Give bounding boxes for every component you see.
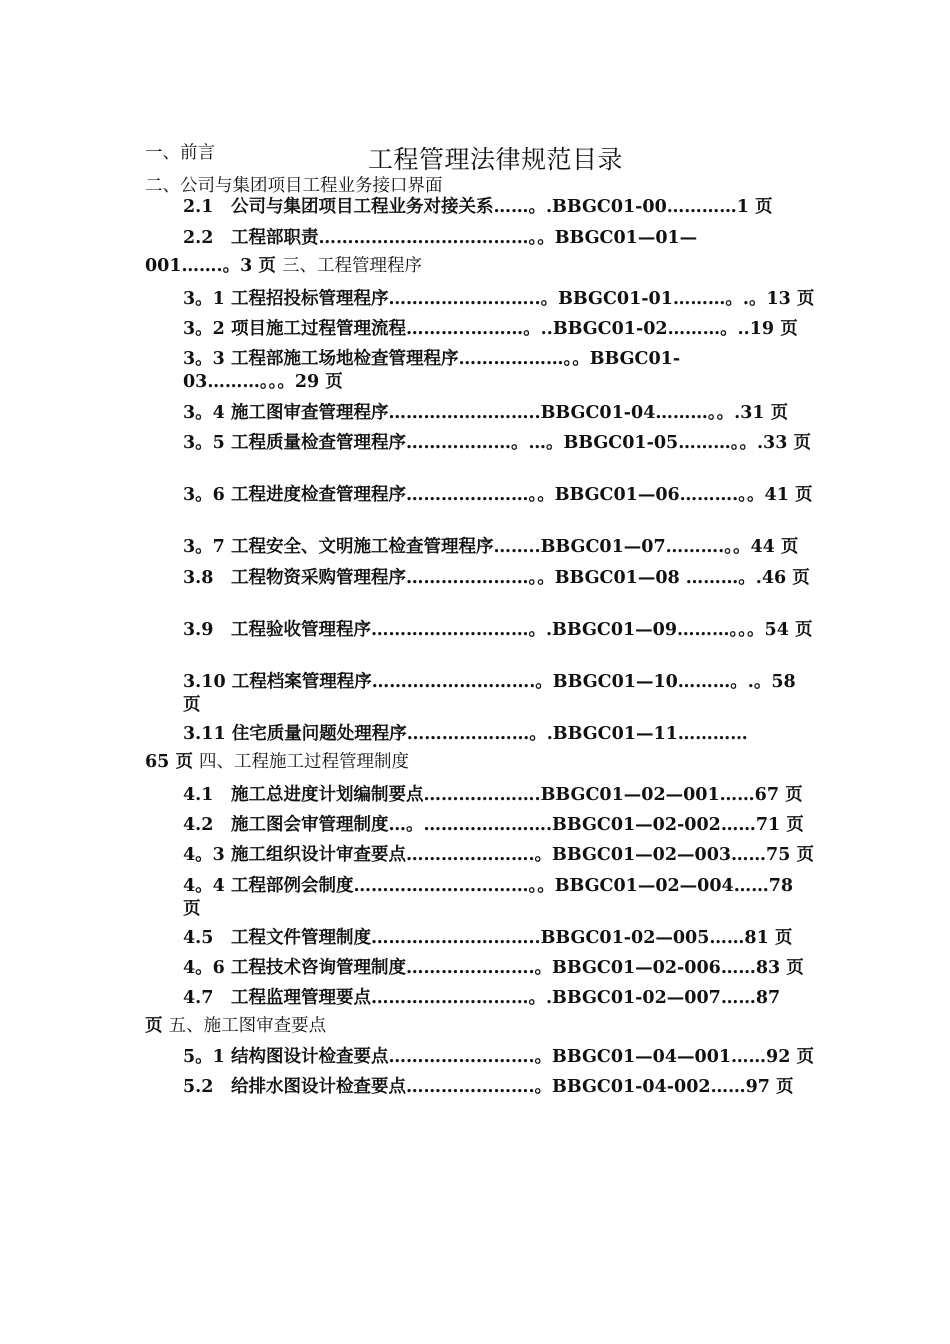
toc-entry-3-10: 3.10 工程档案管理程序……………………….。BBGC01—10………。.。58 页: [183, 672, 796, 715]
toc-entry-2-1: 2.1 公司与集团项目工程业务对接关系……。.BBGC01-00…………1 页: [183, 197, 773, 217]
toc-section-3: 三、工程管理程序: [281, 256, 422, 276]
toc-entry-2-2: 2.2 工程部职责………………………………。。BBGC01—01—: [183, 228, 698, 248]
toc-entry-continuation-2: [145, 751, 409, 774]
toc-entry-3-5: 3。5 工程质量检查管理程序………………。…。BBGC01-05………。。.33 页: [183, 433, 811, 453]
toc-entry-4-5: 4.5 工程文件管理制度………………………..BBGC01-02—005……81 页: [183, 928, 793, 948]
toc-entry-3-1: 3。1 工程招投标管理程序……………………..。BBGC01-01………。.。13 页: [183, 289, 815, 309]
toc-entry-3-11-page: 65 页: [145, 752, 200, 772]
toc-entry-2-2-page: 001…….。3 页: [145, 256, 282, 276]
toc-entry-4-6: 4。6 工程技术咨询管理制度………………….。BBGC01—02-006……83 页: [183, 958, 804, 978]
toc-entry-3-11: 3.11 住宅质量问题处理程序…………………。.BBGC01—11…………: [183, 724, 748, 744]
toc-entry-3-3: 3。3 工程部施工场地检查管理程序………………。。BBGC01-03………。。。29 页: [183, 349, 681, 392]
toc-entry-5-1: 5。1 结构图设计检查要点…………………….。BBGC01—04—001……92 页: [183, 1047, 814, 1067]
toc-entry-3-8: 3.8 工程物资采购管理程序…………………。。BBGC01—08 ………。.46 页: [183, 568, 810, 588]
toc-entry-4-2: 4.2 施工图会审管理制度…。………………….BBGC01—02-002……71 页: [183, 815, 804, 835]
toc-entry-3-9: 3.9 工程验收管理程序………………………。.BBGC01—09………。。。54 页: [183, 620, 813, 640]
toc-section-4: 四、工程施工过程管理制度: [199, 752, 410, 772]
toc-entry-3-2: 3。2 项目施工过程管理流程………..………。..BBGC01-02………。..19 页: [183, 319, 798, 339]
toc-entry-continuation-3: [145, 1015, 326, 1038]
toc-section-2: 二、公司与集团项目工程业务接口界面: [145, 176, 443, 196]
toc-entry-4-7-page: 页: [145, 1016, 169, 1036]
toc-entry-3-4: 3。4 施工图审查管理程序……………………..BBGC01-04………。。.31 页: [183, 403, 789, 423]
toc-entry-4-3: 4。3 施工组织设计审查要点………………….。BBGC01—02—003……75 页: [183, 845, 814, 865]
toc-entry-4-1: 4.1 施工总进度计划编制要点………….…….BBGC01—02—001……67 页: [183, 785, 803, 805]
toc-entry-3-6: 3。6 工程进度检查管理程序…………………。。BBGC01—06……….。。41 页: [183, 485, 813, 505]
toc-entry-5-2: 5.2 给排水图设计检查要点………………….。BBGC01-04-002……97 页: [183, 1077, 794, 1097]
toc-section-5: 五、施工图审查要点: [168, 1016, 327, 1036]
toc-entry-4-4: 4。4 工程部例会制度…………………………。。BBGC01—02—004……78 页: [183, 876, 794, 919]
toc-entry-3-7: 3。7 工程安全、文明施工检查管理程序……..BBGC01—07……….。。44 页: [183, 537, 799, 557]
page-title: 工程管理法律规范目录: [368, 145, 624, 174]
toc-section-1: 一、前言: [145, 143, 215, 163]
toc-entry-4-7: 4.7 工程监理管理要点………………………。.BBGC01-02—007……87: [183, 988, 781, 1008]
toc-entry-continuation: [145, 255, 422, 278]
